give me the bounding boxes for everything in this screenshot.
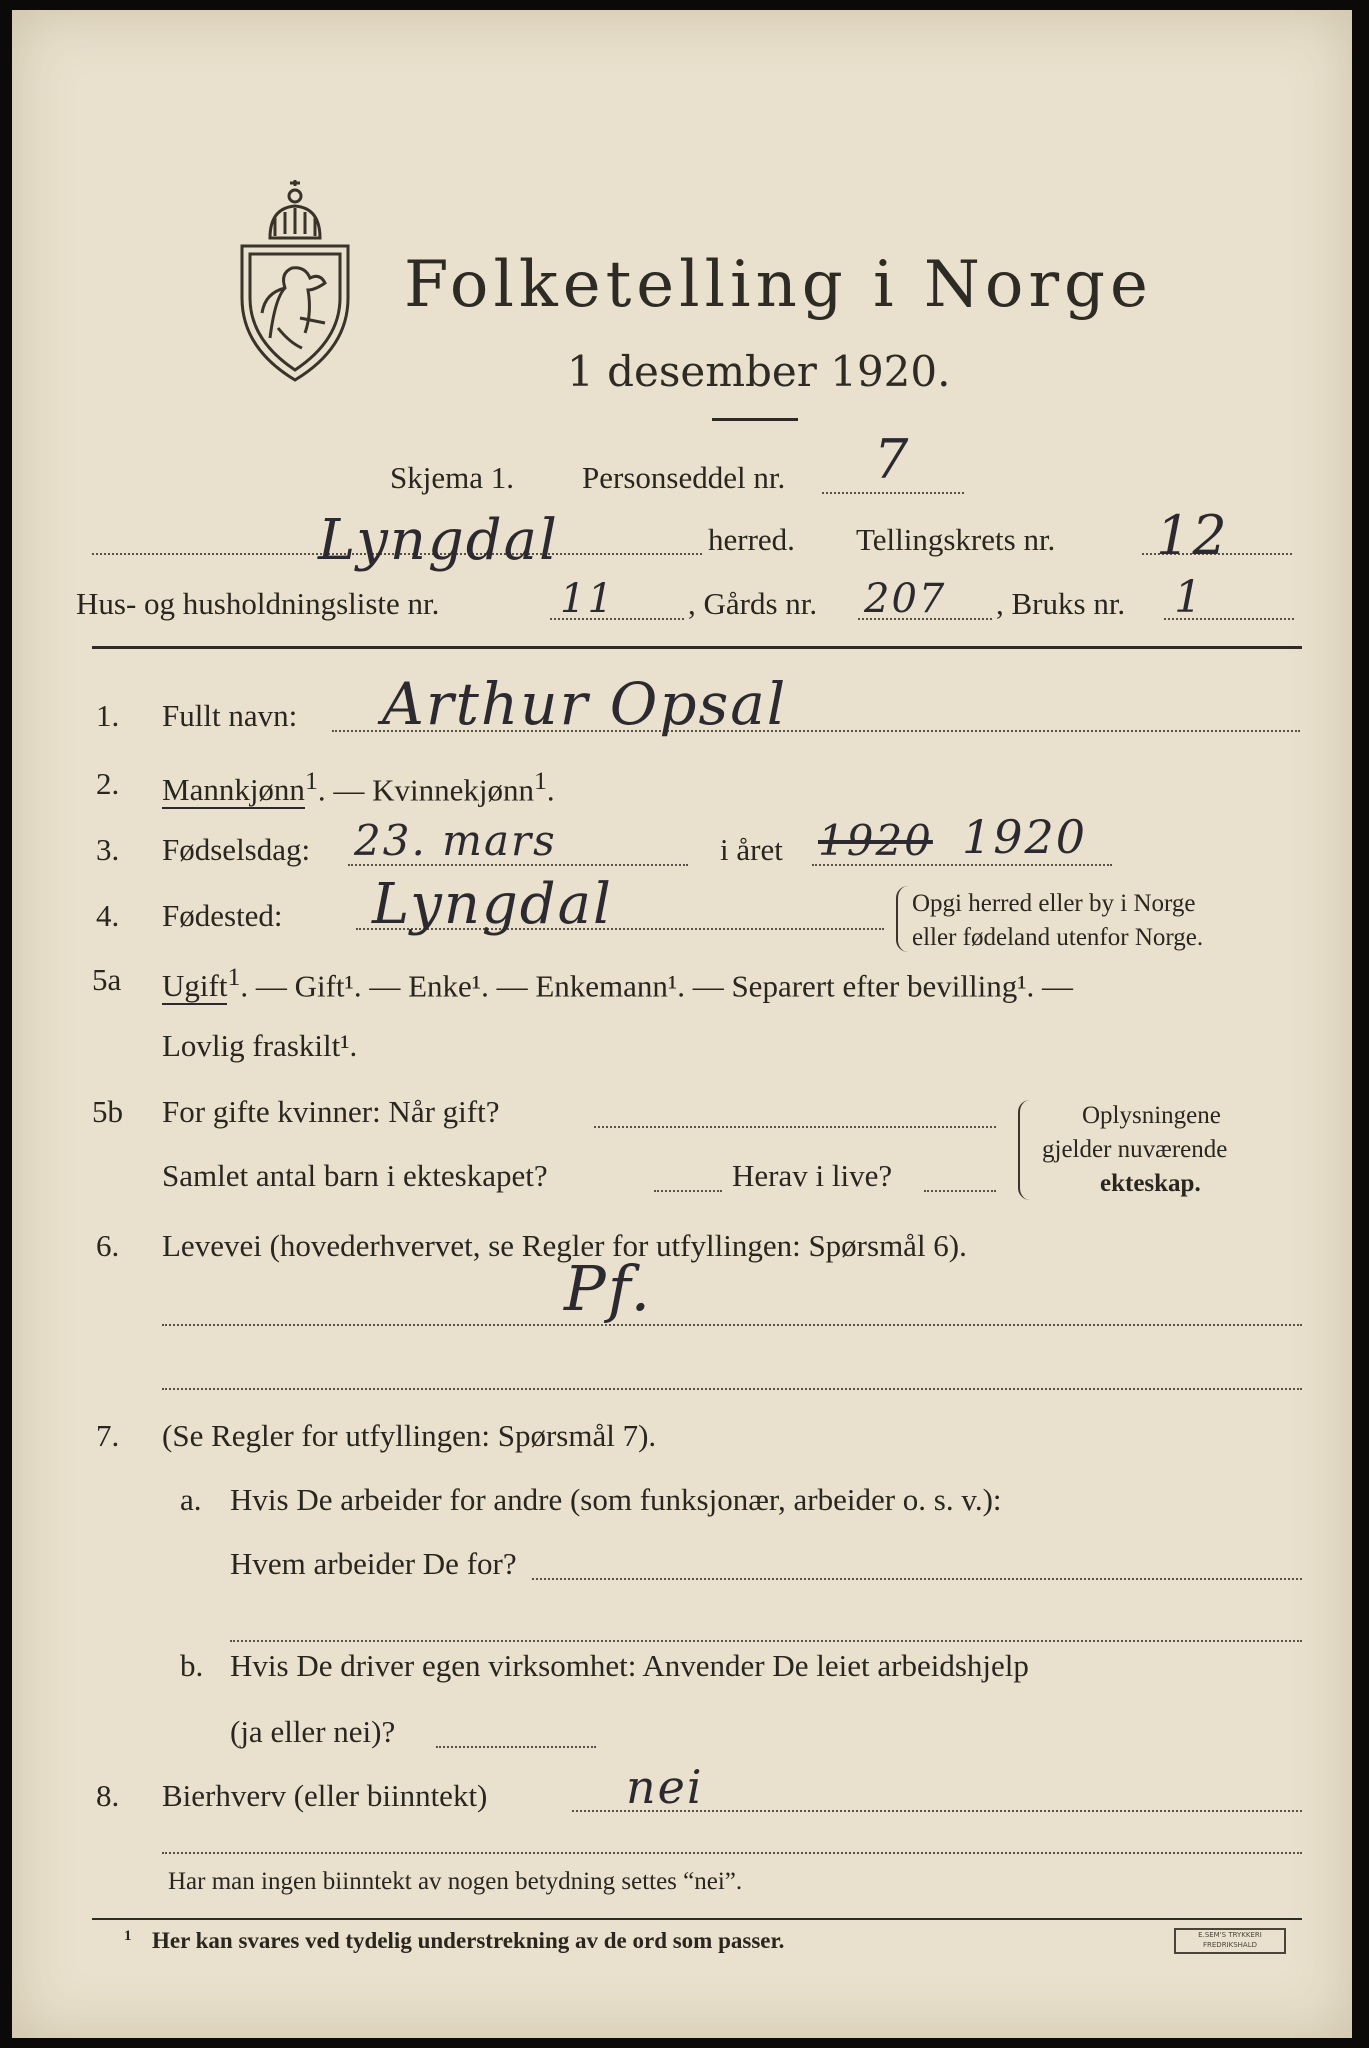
side-income-value[interactable]: nei <box>626 1760 704 1814</box>
personseddel-value[interactable]: 7 <box>874 428 911 491</box>
form-title: Folketelling i Norge <box>404 248 1153 322</box>
norwegian-coat-of-arms-icon <box>230 178 360 388</box>
printer-stamp: E.SEM'S TRYKKERI FREDRIKSHALD <box>1174 1928 1286 1954</box>
title-divider <box>712 418 798 421</box>
q7b-letter: b. <box>180 1648 204 1683</box>
personseddel-label: Personseddel nr. <box>582 460 786 495</box>
q5b-note-1: Oplysningene <box>1082 1102 1221 1129</box>
q7b-line2: (ja eller nei)? <box>230 1714 396 1749</box>
census-form-page <box>12 10 1352 2038</box>
year-struck-value: 1920 <box>818 816 933 865</box>
census-date: 1 desember 1920. <box>567 347 951 396</box>
occupation-value[interactable]: Pf. <box>564 1252 653 1325</box>
q5b-line2a: Samlet antal barn i ekteskapet? <box>162 1158 548 1193</box>
q7-label: (Se Regler for utfyllingen: Spørsmål 7). <box>162 1418 657 1453</box>
mannkjonn-option[interactable]: Mannkjønn <box>162 772 305 808</box>
birthplace-value[interactable]: Lyngdal <box>372 872 613 937</box>
birthplace-note-2: eller fødeland utenfor Norge. <box>912 924 1204 951</box>
q5b-line2b: Herav i live? <box>732 1158 893 1193</box>
q2-number: 2. <box>96 766 120 801</box>
year-value[interactable]: 1920 <box>962 810 1088 864</box>
q8-label: Bierhverv (eller biinntekt) <box>162 1778 488 1813</box>
q3-number: 3. <box>96 832 120 867</box>
birthplace-note-1: Opgi herred eller by i Norge <box>912 890 1196 917</box>
q7a-line1: Hvis De arbeider for andre (som funksjonær, arbeider o. s. v.): <box>230 1482 1002 1517</box>
q5b-number: 5b <box>92 1094 123 1129</box>
q7a-answer-line[interactable] <box>532 1578 1302 1580</box>
footnote-divider <box>92 1918 1302 1920</box>
q5a-line2[interactable]: Lovlig fraskilt¹. <box>162 1028 358 1063</box>
q5b-note-3: ekteskap. <box>1100 1170 1201 1197</box>
year-label: i året <box>720 832 783 867</box>
q7b-line1: Hvis De driver egen virksomhet: Anvender De leiet arbeidshjelp <box>230 1648 1029 1683</box>
q3-label: Fødselsdag: <box>162 832 311 867</box>
hus-label: Hus- og husholdningsliste nr. <box>76 586 440 621</box>
full-name-value[interactable]: Arthur Opsal <box>382 670 788 738</box>
bruks-label: , Bruks nr. <box>996 586 1126 621</box>
q1-number: 1. <box>96 698 120 733</box>
hus-value[interactable]: 11 <box>560 576 615 622</box>
q6-number: 6. <box>96 1228 120 1263</box>
q5b-note-2: gjelder nuværende <box>1042 1136 1228 1163</box>
footnote-mark: 1 <box>124 1928 132 1944</box>
q5b-line1: For gifte kvinner: Når gift? <box>162 1094 500 1129</box>
herred-value[interactable]: Lyngdal <box>318 508 559 573</box>
gards-value[interactable]: 207 <box>864 576 947 622</box>
birthdate-value[interactable]: 23. mars <box>354 816 557 865</box>
q5a-number: 5a <box>92 962 122 997</box>
tellingskrets-value[interactable]: 12 <box>1156 504 1229 567</box>
q7-number: 7. <box>96 1418 120 1453</box>
tellingskrets-label: Tellingskrets nr. <box>856 522 1056 557</box>
skjema-label: Skjema 1. <box>390 460 514 495</box>
kvinnekjonn-option[interactable]: Kvinnekjønn <box>372 772 534 808</box>
q1-label: Fullt navn: <box>162 698 298 733</box>
header-divider <box>92 646 1302 649</box>
q2-line: Mannkjønn$^1$. — Kvinnekjønn$^1$. <box>162 766 555 808</box>
q5a-line1: Ugift$^1$. — Gift¹. — Enke¹. — Enkemann¹. — Separert efter bevilling¹. — <box>162 962 1073 1004</box>
bruks-value[interactable]: 1 <box>1174 572 1204 623</box>
q7b-answer-line[interactable] <box>436 1746 596 1748</box>
q4-label: Fødested: <box>162 898 283 933</box>
q7a-line2: Hvem arbeider De for? <box>230 1546 517 1581</box>
q4-number: 4. <box>96 898 120 933</box>
q6-label: Levevei (hovederhvervet, se Regler for utfyllingen: Spørsmål 6). <box>162 1228 967 1263</box>
q7a-letter: a. <box>180 1482 202 1517</box>
herred-label: herred. <box>708 522 795 557</box>
ugift-option[interactable]: Ugift <box>162 968 228 1004</box>
nei-note: Har man ingen biinntekt av nogen betydning settes “nei”. <box>168 1868 743 1895</box>
q8-number: 8. <box>96 1778 120 1813</box>
gards-label: , Gårds nr. <box>688 586 818 621</box>
footnote-text: Her kan svares ved tydelig understrekning av de ord som passer. <box>152 1928 785 1953</box>
